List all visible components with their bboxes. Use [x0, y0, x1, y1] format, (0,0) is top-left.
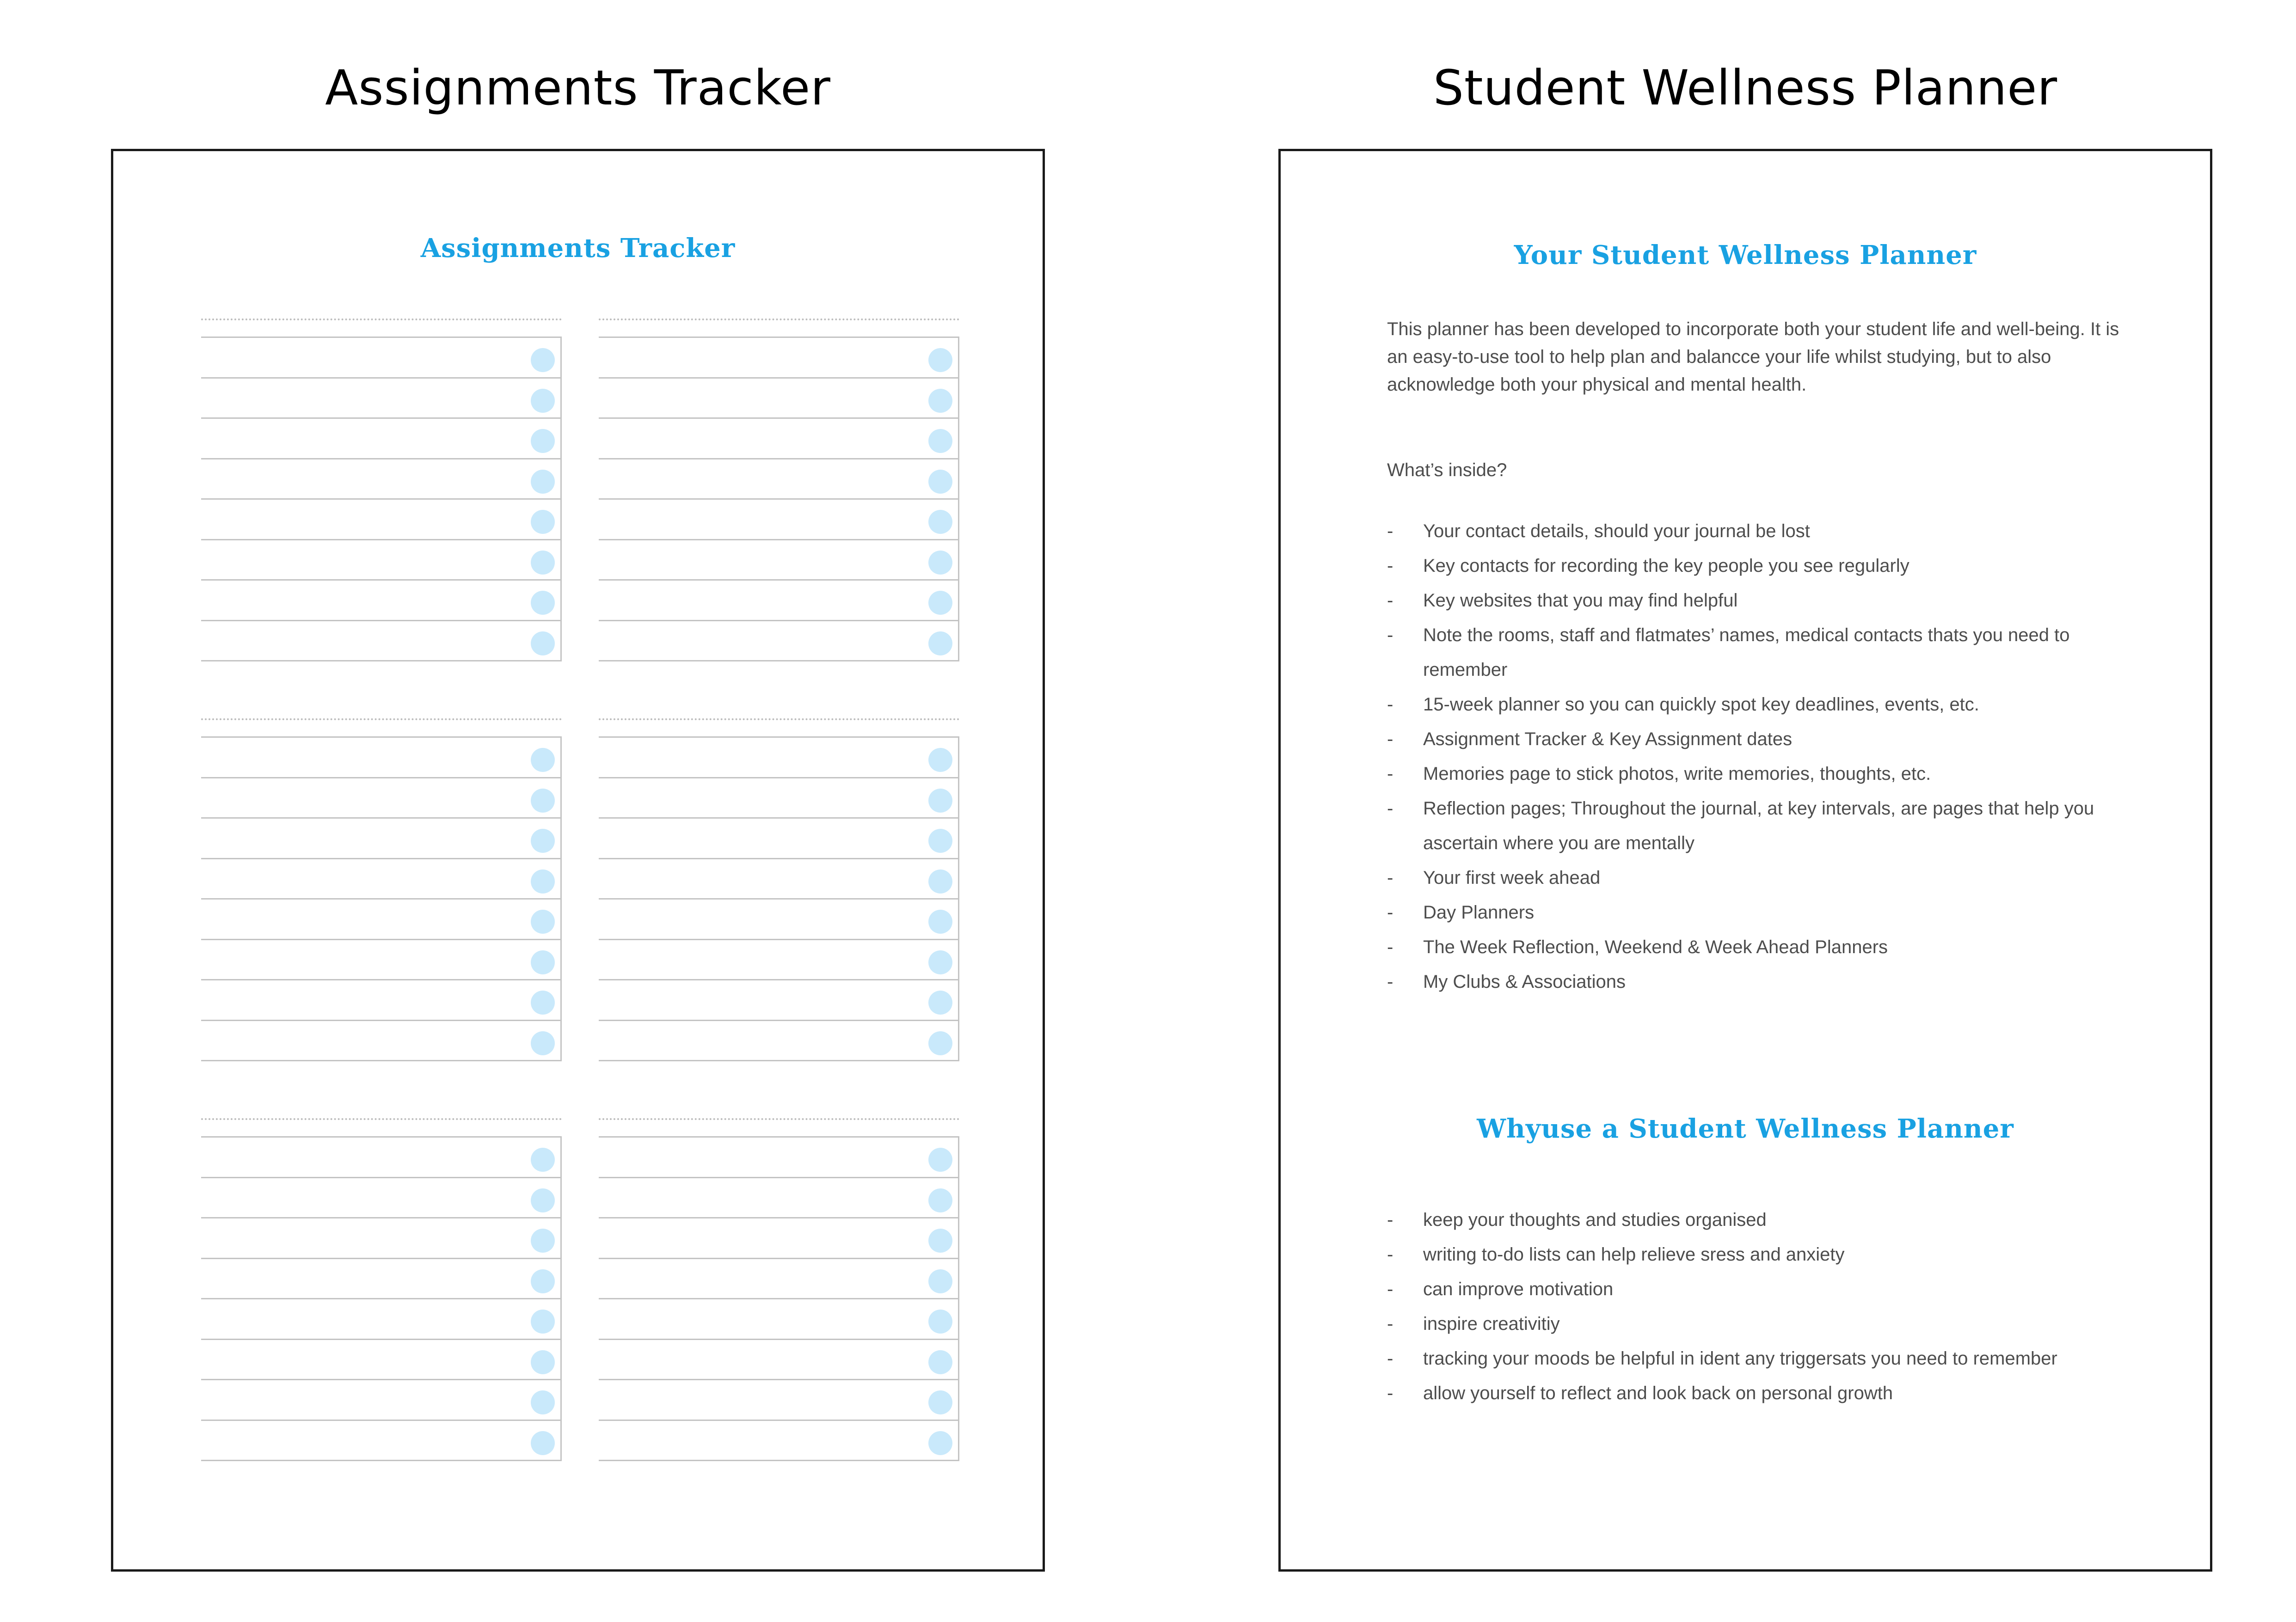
tracker-row[interactable] [599, 738, 958, 778]
tracker-row[interactable] [201, 900, 560, 940]
block-header-line[interactable] [201, 1118, 562, 1120]
checkbox-circle-icon[interactable] [531, 910, 555, 934]
inside-list-item: - Key websites that you may find helpful [1387, 583, 2127, 618]
checkbox-circle-icon[interactable] [531, 1310, 555, 1334]
tracker-row[interactable] [201, 778, 560, 819]
checkbox-circle-icon[interactable] [928, 910, 952, 934]
whats-inside-label: What’s inside? [1387, 460, 1507, 480]
tracker-row[interactable] [201, 1021, 560, 1062]
checkbox-circle-icon[interactable] [928, 1031, 952, 1055]
checkbox-circle-icon[interactable] [928, 389, 952, 413]
block-header-line[interactable] [599, 318, 959, 320]
tracker-row[interactable] [599, 819, 958, 859]
checkbox-circle-icon[interactable] [531, 1031, 555, 1055]
tracker-row[interactable] [201, 1178, 560, 1219]
checkbox-circle-icon[interactable] [928, 829, 952, 853]
checkbox-circle-icon[interactable] [928, 748, 952, 772]
tracker-row[interactable] [599, 379, 958, 419]
checkbox-circle-icon[interactable] [531, 1148, 555, 1172]
checkbox-circle-icon[interactable] [928, 1269, 952, 1293]
checkbox-circle-icon[interactable] [928, 1390, 952, 1414]
block-rows [201, 1136, 562, 1461]
inside-list-item: - Reflection pages; Throughout the journal, at key intervals, are pages that help you ascertain where you are mentally [1387, 791, 2127, 861]
tracker-row[interactable] [599, 1259, 958, 1300]
tracker-row[interactable] [599, 940, 958, 981]
tracker-row[interactable] [599, 500, 958, 540]
tracker-row[interactable] [201, 581, 560, 621]
tracker-row[interactable] [201, 419, 560, 459]
inside-list-item: - Assignment Tracker & Key Assignment dates [1387, 722, 2127, 757]
block-header-line[interactable] [201, 318, 562, 320]
inside-list-item: - My Clubs & Associations [1387, 965, 2127, 999]
checkbox-circle-icon[interactable] [928, 1188, 952, 1212]
tracker-row[interactable] [201, 1138, 560, 1178]
checkbox-circle-icon[interactable] [531, 591, 555, 615]
why-list-item: - keep your thoughts and studies organised [1387, 1203, 2127, 1237]
tracker-row[interactable] [599, 778, 958, 819]
checkbox-circle-icon[interactable] [531, 551, 555, 575]
page-title: Your Student Wellness Planner [1514, 240, 1977, 270]
block-header-line[interactable] [201, 718, 562, 720]
checkbox-circle-icon[interactable] [928, 348, 952, 372]
tracker-row[interactable] [599, 1299, 958, 1340]
inside-list-item: - 15-week planner so you can quickly spot key deadlines, events, etc. [1387, 687, 2127, 722]
block-rows [599, 1136, 959, 1461]
tracker-row[interactable] [201, 500, 560, 540]
tracker-row[interactable] [599, 1421, 958, 1462]
tracker-row[interactable] [201, 1218, 560, 1259]
checkbox-circle-icon[interactable] [928, 631, 952, 655]
checkbox-circle-icon[interactable] [928, 591, 952, 615]
checkbox-circle-icon[interactable] [531, 631, 555, 655]
inside-list-item: - Your contact details, should your journal be lost [1387, 514, 2127, 549]
inside-list-item: - Note the rooms, staff and flatmates’ names, medical contacts thats you need to remember [1387, 618, 2127, 687]
checkbox-circle-icon[interactable] [531, 869, 555, 894]
why-list-item: - allow yourself to reflect and look back on personal growth [1387, 1376, 2127, 1411]
checkbox-circle-icon[interactable] [928, 429, 952, 453]
tracker-row[interactable] [599, 459, 958, 500]
checkbox-circle-icon[interactable] [928, 950, 952, 974]
tracker-row[interactable] [201, 338, 560, 379]
checkbox-circle-icon[interactable] [928, 991, 952, 1015]
checkbox-circle-icon[interactable] [531, 789, 555, 813]
checkbox-circle-icon[interactable] [531, 748, 555, 772]
tracker-row[interactable] [599, 1380, 958, 1421]
checkbox-circle-icon[interactable] [928, 551, 952, 575]
inside-list-item: - The Week Reflection, Weekend & Week Ahead Planners [1387, 930, 2127, 965]
checkbox-circle-icon[interactable] [531, 1188, 555, 1212]
tracker-row[interactable] [201, 738, 560, 778]
why-list-item: - tracking your moods be helpful in ident any triggersats you need to remember [1387, 1341, 2127, 1376]
tracker-row[interactable] [201, 621, 560, 662]
wellness-planner-page [1278, 149, 2212, 1572]
tracker-row[interactable] [599, 1021, 958, 1062]
checkbox-circle-icon[interactable] [928, 869, 952, 894]
block-rows [599, 736, 959, 1061]
checkbox-circle-icon[interactable] [531, 510, 555, 534]
tracker-row[interactable] [201, 980, 560, 1021]
checkbox-circle-icon[interactable] [928, 1350, 952, 1374]
checkbox-circle-icon[interactable] [531, 348, 555, 372]
tracker-row[interactable] [599, 540, 958, 581]
checkbox-circle-icon[interactable] [928, 1148, 952, 1172]
checkbox-circle-icon[interactable] [531, 389, 555, 413]
why-title: Whyuse a Student Wellness Planner [1477, 1114, 2014, 1144]
tracker-row[interactable] [599, 1178, 958, 1219]
wellness-planner-heading: Student Wellness Planner [1433, 60, 2058, 116]
why-list-item: - inspire creativitiy [1387, 1307, 2127, 1341]
checkbox-circle-icon[interactable] [531, 1350, 555, 1374]
checkbox-circle-icon[interactable] [531, 429, 555, 453]
inside-list [1387, 514, 2127, 999]
checkbox-circle-icon[interactable] [531, 991, 555, 1015]
checkbox-circle-icon[interactable] [531, 950, 555, 974]
why-list-item: - can improve motivation [1387, 1272, 2127, 1307]
inside-list-item: - Day Planners [1387, 895, 2127, 930]
checkbox-circle-icon[interactable] [531, 1431, 555, 1455]
tracker-row[interactable] [599, 581, 958, 621]
tracker-row[interactable] [599, 900, 958, 940]
tracker-row[interactable] [201, 379, 560, 419]
tracker-row[interactable] [201, 819, 560, 859]
checkbox-circle-icon[interactable] [928, 470, 952, 494]
tracker-row[interactable] [599, 338, 958, 379]
checkbox-circle-icon[interactable] [928, 789, 952, 813]
tracker-row[interactable] [599, 980, 958, 1021]
why-list-item: - writing to-do lists can help relieve sress and anxiety [1387, 1237, 2127, 1272]
why-list [1387, 1203, 2127, 1411]
checkbox-circle-icon[interactable] [531, 1269, 555, 1293]
block-header-line[interactable] [599, 718, 959, 720]
tracker-row[interactable] [201, 1421, 560, 1462]
tracker-row[interactable] [201, 1299, 560, 1340]
checkbox-circle-icon[interactable] [531, 1390, 555, 1414]
checkbox-circle-icon[interactable] [531, 829, 555, 853]
tracker-row[interactable] [201, 859, 560, 900]
checkbox-circle-icon[interactable] [928, 1431, 952, 1455]
assignments-tracker-page [111, 149, 1045, 1572]
block-rows [201, 337, 562, 661]
checkbox-circle-icon[interactable] [531, 1229, 555, 1253]
tracker-row[interactable] [201, 1380, 560, 1421]
tracker-row[interactable] [201, 1340, 560, 1381]
block-rows [599, 337, 959, 661]
tracker-row[interactable] [201, 1259, 560, 1300]
checkbox-circle-icon[interactable] [928, 1310, 952, 1334]
tracker-row[interactable] [599, 1218, 958, 1259]
block-header-line[interactable] [599, 1118, 959, 1120]
tracker-row[interactable] [599, 621, 958, 662]
inside-list-item: - Your first week ahead [1387, 861, 2127, 895]
checkbox-circle-icon[interactable] [531, 470, 555, 494]
block-rows [201, 736, 562, 1061]
tracker-row[interactable] [201, 459, 560, 500]
tracker-row[interactable] [599, 1138, 958, 1178]
tracker-row[interactable] [599, 859, 958, 900]
inside-list-item: - Memories page to stick photos, write memories, thoughts, etc. [1387, 757, 2127, 791]
tracker-row[interactable] [201, 940, 560, 981]
tracker-row[interactable] [599, 419, 958, 459]
intro-paragraph: This planner has been developed to incorporate both your student life and well-being. It is an easy-to-use tool to help plan and balancce your life whilst studying, but to also acknowledge both your physical and mental health. [1387, 319, 2119, 395]
inside-list-item: - Key contacts for recording the key people you see regularly [1387, 549, 2127, 583]
checkbox-circle-icon[interactable] [928, 510, 952, 534]
tracker-row[interactable] [201, 540, 560, 581]
checkbox-circle-icon[interactable] [928, 1229, 952, 1253]
assignments-tracker-heading: Assignments Tracker [325, 60, 831, 116]
page-title: Assignments Tracker [420, 233, 736, 263]
tracker-row[interactable] [599, 1340, 958, 1381]
